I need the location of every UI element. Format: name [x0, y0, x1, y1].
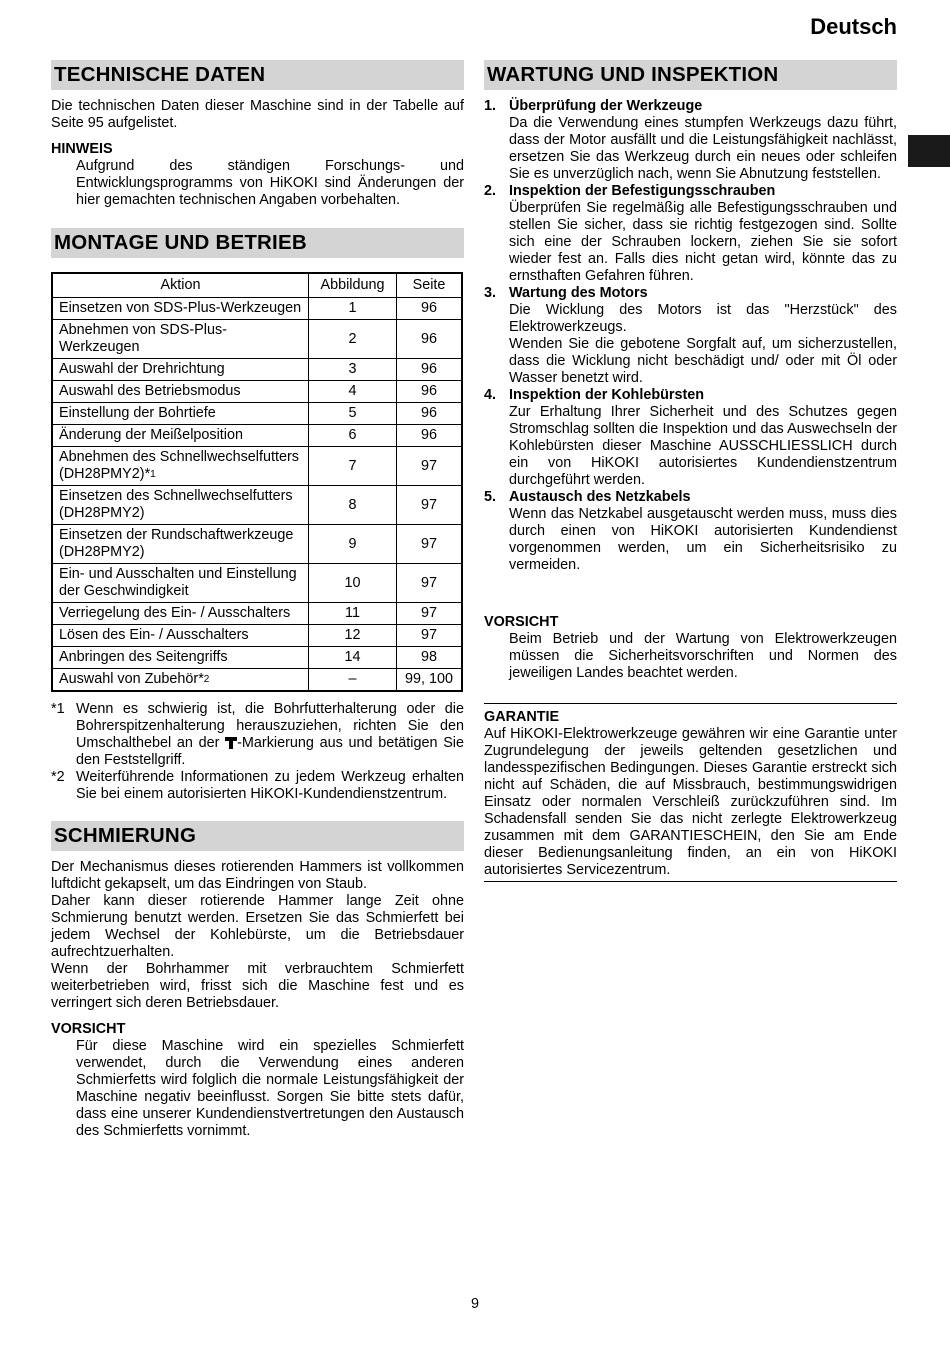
- item-text: Zur Erhaltung Ihrer Sicherheit und des Schutzes gegen Stromschlag sollten die Inspektion und das Auswechseln der Kohlebürsten dieser Maschine AUSSCHLIESSLICH durch ein von HiKOKI autorisiertes Kundendienstzentrum durchgeführt werden.: [509, 404, 897, 488]
- action-text: Anbringen des Seitengriffs: [59, 649, 228, 665]
- item-heading: Inspektion der Befestigungsschrauben: [509, 183, 776, 199]
- technical-data-intro: Die technischen Daten dieser Maschine sind in der Tabelle auf Seite 95 aufgelistet.: [51, 98, 464, 131]
- table-row: [52, 647, 462, 669]
- item-text: Da die Verwendung eines stumpfen Werkzeugs dazu führt, dass der Motor ausfällt und die Leistungsfähigkeit nachlässt, ersetzen Sie das Werkzeug durch ein neues oder schleifen Sie es unverzüglich nach, wenn Sie Abnutzung feststellen.: [509, 115, 897, 182]
- warranty-label: GARANTIE: [484, 709, 560, 725]
- footnotes: [51, 701, 464, 803]
- item-number: 4.: [484, 387, 497, 403]
- item-body: [509, 98, 897, 183]
- cell-figure: 3: [309, 359, 397, 381]
- item-text: Wenn das Netzkabel ausgetauscht werden muss, muss dies durch einen von HiKOKI autorisierten Kundendienst vorgenommen werden, um ein Sicherheitsrisiko zu vermeiden.: [509, 506, 897, 573]
- section-title-schmierung: SCHMIERUNG: [51, 821, 464, 851]
- note-text: Aufgrund des ständigen Forschungs- und Entwicklungsprogramms von HiKOKI sind Änderungen der hier gemachten technischen Angaben vorbehalten.: [76, 158, 464, 208]
- section-title-wartung: WARTUNG UND INSPEKTION: [484, 60, 897, 90]
- lubrication-paragraph-2: Daher kann dieser rotierende Hammer lange Zeit ohne Schmierung benutzt werden. Ersetzen Sie das Schmierfett bei jedem Wechsel der Kohlebürste, um die Betriebsdauer aufrechtzuerhalten.: [51, 893, 464, 960]
- list-item: [484, 387, 897, 489]
- table-row: [52, 525, 462, 564]
- action-text: Änderung der Meißelposition: [59, 427, 243, 443]
- item-text: Wenden Sie die gebotene Sorgfalt auf, um sicherzustellen, dass die Wicklung nicht beschädigt und/ oder mit Öl oder Wasser benetzt wird.: [509, 336, 897, 386]
- item-number: 2.: [484, 183, 497, 199]
- table-row: [52, 625, 462, 647]
- list-item: [484, 489, 897, 574]
- item-body: [509, 285, 897, 387]
- operations-table: [51, 272, 463, 692]
- table-row: [52, 403, 462, 425]
- cell-figure: 7: [309, 447, 397, 486]
- cell-page: 96: [397, 425, 463, 447]
- lubrication-paragraph-3: Wenn der Bohrhammer mit verbrauchtem Schmierfett weiterbetrieben wird, frisst sich die Maschine fest und es verringert sich deren Betriebsdauer.: [51, 961, 464, 1011]
- header-page: Seite: [397, 273, 463, 298]
- table-row: [52, 564, 462, 603]
- cell-figure: 8: [309, 486, 397, 525]
- table-row: [52, 447, 462, 486]
- table-row: [52, 603, 462, 625]
- cell-page: 97: [397, 447, 463, 486]
- list-item: [484, 285, 897, 387]
- cell-page: 97: [397, 625, 463, 647]
- footnote-ref: 1: [150, 469, 156, 480]
- action-text: Auswahl der Drehrichtung: [59, 361, 225, 377]
- table-row: [52, 381, 462, 403]
- section-tab-marker: [908, 135, 950, 167]
- list-item: [484, 98, 897, 183]
- maintenance-caution-text: Beim Betrieb und der Wartung von Elektrowerkzeugen müssen die Sicherheitsvorschriften und Normen des jeweiligen Landes beachtet werden.: [509, 631, 897, 681]
- divider-top: [484, 703, 897, 704]
- item-heading: Austausch des Netzkabels: [509, 489, 691, 505]
- cell-figure: 12: [309, 625, 397, 647]
- cell-page: 99, 100: [397, 669, 463, 692]
- list-item: [484, 183, 897, 285]
- item-text: Überprüfen Sie regelmäßig alle Befestigungsschrauben und stellen Sie sicher, dass sie richtig festgezogen sind. Sollte sich eine der Schrauben lockern, ziehen Sie sie sofort wieder fest an. Falls dies nicht getan wird, könnte das zu ernsthaften Gefahren führen.: [509, 200, 897, 284]
- table-row: [52, 669, 462, 692]
- table-row: [52, 298, 462, 320]
- header-figure: Abbildung: [309, 273, 397, 298]
- item-text: Die Wicklung des Motors ist das "Herzstück" des Elektrowerkzeugs.: [509, 302, 897, 335]
- cell-page: 96: [397, 298, 463, 320]
- cell-page: 96: [397, 381, 463, 403]
- lubrication-paragraph-1: Der Mechanismus dieses rotierenden Hammers ist vollkommen luftdicht gekapselt, um das Eindringen von Staub.: [51, 859, 464, 892]
- item-number: 3.: [484, 285, 497, 301]
- cell-page: 96: [397, 403, 463, 425]
- cell-action: [52, 525, 309, 564]
- action-text: Einstellung der Bohrtiefe: [59, 405, 216, 421]
- cell-action: [52, 359, 309, 381]
- footnote-mark: *1: [51, 701, 65, 717]
- cell-action: [52, 381, 309, 403]
- cell-action: [52, 669, 309, 692]
- cell-figure: 1: [309, 298, 397, 320]
- table-row: [52, 359, 462, 381]
- warranty-text: Auf HiKOKI-Elektrowerkzeuge gewähren wir eine Garantie unter Zugrundelegung der jeweils geltenden gesetzlichen und landesspezifischen Bedingungen. Dieses Garantie erstreckt sich nicht auf Schäden, die auf Missbrauch, bestimmungswidrigen Einsatz oder normalen Verschleiß zurückzuführen sind. Im Schadensfall senden Sie das nicht zerlegte Elektrowerkzeug zusammen mit dem GARANTIESCHEIN, den Sie am Ende dieser Bedienungsanleitung finden, an ein von HiKOKI autorisiertes Servicezentrum.: [484, 726, 897, 878]
- cell-page: 97: [397, 486, 463, 525]
- cell-figure: 11: [309, 603, 397, 625]
- action-text: Einsetzen von SDS-Plus-Werkzeugen: [59, 300, 302, 316]
- cell-action: [52, 298, 309, 320]
- item-body: [509, 183, 897, 285]
- action-text: Ein- und Ausschalten und Einstellung der Geschwindigkeit: [59, 566, 297, 599]
- footnote: [51, 701, 464, 769]
- item-body: [509, 387, 897, 489]
- footnote-text: [76, 769, 464, 803]
- header-action: Aktion: [52, 273, 309, 298]
- cell-figure: 9: [309, 525, 397, 564]
- lubrication-caution-label: VORSICHT: [51, 1021, 126, 1037]
- cell-action: [52, 425, 309, 447]
- action-text: Verriegelung des Ein- / Ausschalters: [59, 605, 291, 621]
- maintenance-list: [484, 98, 897, 574]
- cell-figure: 4: [309, 381, 397, 403]
- action-text: Abnehmen von SDS-Plus-Werkzeugen: [59, 322, 227, 355]
- footnote-text: [76, 701, 464, 769]
- action-text: Einsetzen des Schnellwechselfutters (DH28PMY2): [59, 488, 293, 521]
- table-row: [52, 425, 462, 447]
- note-label: HINWEIS: [51, 141, 113, 157]
- t-mark-icon: [225, 736, 237, 749]
- footnote: [51, 769, 464, 803]
- cell-page: 96: [397, 359, 463, 381]
- action-text: Auswahl von Zubehör*: [59, 671, 204, 687]
- item-heading: Wartung des Motors: [509, 285, 648, 301]
- left-column: [51, 60, 464, 1140]
- cell-action: [52, 564, 309, 603]
- footnote-mark: *2: [51, 769, 65, 785]
- cell-action: [52, 403, 309, 425]
- cell-figure: 10: [309, 564, 397, 603]
- cell-action: [52, 625, 309, 647]
- action-text: Einsetzen der Rundschaftwerkzeuge (DH28PMY2): [59, 527, 294, 560]
- cell-action: [52, 320, 309, 359]
- footnote-ref: 2: [203, 674, 210, 685]
- right-column: [484, 60, 897, 882]
- cell-page: 97: [397, 564, 463, 603]
- cell-page: 97: [397, 525, 463, 564]
- item-number: 1.: [484, 98, 497, 114]
- table-row: [52, 320, 462, 359]
- page-number: 9: [470, 1296, 479, 1312]
- cell-figure: 5: [309, 403, 397, 425]
- cell-action: [52, 603, 309, 625]
- footnote-text-part: Wenn es schwierig ist, die Bohrfutterhalterung oder die Bohrerspitzenhalterung herauszuziehen, richten Sie den Umschalthebel an der: [76, 701, 464, 751]
- cell-figure: 2: [309, 320, 397, 359]
- footnote-text-part: -Markierung aus und betätigen Sie den Feststellgriff.: [76, 735, 464, 768]
- item-number: 5.: [484, 489, 497, 505]
- footnote-text-part: Weiterführende Informationen zu jedem Werkzeug erhalten Sie bei einem autorisierten HiKOKI-Kundendienstzentrum.: [76, 769, 464, 802]
- table-header-row: [52, 273, 462, 298]
- action-text: Lösen des Ein- / Ausschalters: [59, 627, 249, 643]
- item-body: [509, 489, 897, 574]
- language-label: Deutsch: [810, 14, 897, 39]
- section-title-montage: MONTAGE UND BETRIEB: [51, 228, 464, 258]
- table-row: [52, 486, 462, 525]
- cell-action: [52, 486, 309, 525]
- cell-figure: 6: [309, 425, 397, 447]
- cell-figure: –: [309, 669, 397, 692]
- item-heading: Inspektion der Kohlebürsten: [509, 387, 705, 403]
- action-text: Auswahl des Betriebsmodus: [59, 383, 241, 399]
- cell-page: 97: [397, 603, 463, 625]
- action-text: Abnehmen des Schnellwechselfutters (DH28PMY2)*: [59, 449, 299, 482]
- cell-action: [52, 447, 309, 486]
- item-heading: Überprüfung der Werkzeuge: [509, 98, 703, 114]
- cell-page: 98: [397, 647, 463, 669]
- lubrication-caution-text: Für diese Maschine wird ein spezielles Schmierfett verwendet, durch die Verwendung eines anderen Schmierfetts wird folglich die normale Leistungsfähigkeit der Maschine negativ beeinflusst. Sorgen Sie bitte stets dafür, dass eine unserer Kundendienstvertretungen den Austausch des Schmierfetts vornimmt.: [76, 1038, 464, 1139]
- cell-page: 96: [397, 320, 463, 359]
- section-title-technische-daten: TECHNISCHE DATEN: [51, 60, 464, 90]
- maintenance-caution-label: VORSICHT: [484, 614, 559, 630]
- divider-bottom: [484, 881, 897, 882]
- cell-figure: 14: [309, 647, 397, 669]
- cell-action: [52, 647, 309, 669]
